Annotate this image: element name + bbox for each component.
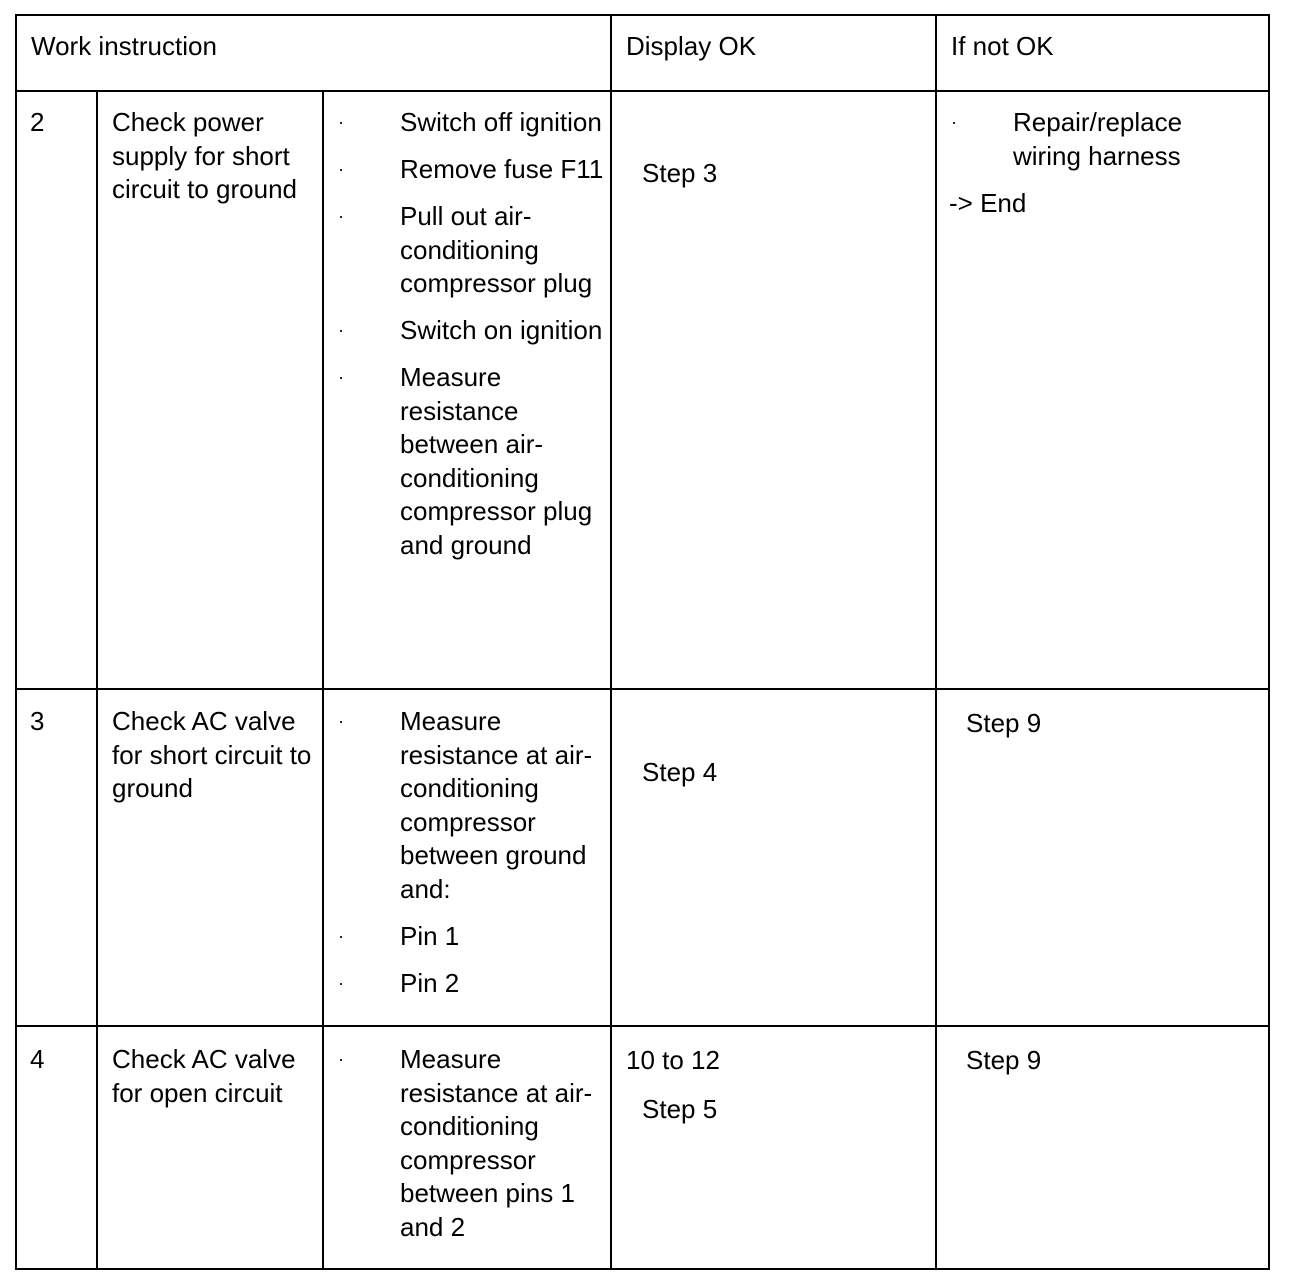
bullet-icon: ·	[951, 112, 957, 132]
step-number: 3	[30, 706, 45, 736]
bullet-icon: ·	[338, 1049, 344, 1069]
display-ok-step: Step 5	[642, 1094, 718, 1124]
table-border-top	[15, 14, 1270, 16]
column-divider-display	[610, 14, 612, 1270]
bullet-icon: ·	[338, 320, 344, 340]
table-border-right	[1268, 14, 1270, 1270]
step-number: 2	[30, 107, 45, 137]
instruction-list	[336, 705, 606, 1014]
bullet-icon: ·	[338, 925, 344, 946]
instruction-item: · Remove fuse F11	[336, 153, 606, 187]
bullet-icon: ·	[338, 206, 344, 226]
row-divider-2	[15, 1025, 1270, 1027]
table-border-left	[15, 14, 17, 1270]
bullet-icon: ·	[338, 367, 344, 387]
row-divider-1	[15, 688, 1270, 690]
bullet-icon: ·	[338, 159, 344, 179]
instruction-item: · Switch off ignition	[336, 106, 606, 140]
table-border-bottom	[15, 1268, 1270, 1270]
instruction-item: · Pull out air-conditioning compressor plug	[338, 201, 593, 298]
instruction-item: · Pin 1	[336, 920, 606, 954]
instruction-list	[336, 1043, 606, 1258]
step-title: Check AC valve for open circuit	[112, 1044, 296, 1108]
step-number: 4	[30, 1044, 45, 1074]
column-divider-instructions	[322, 90, 324, 1270]
display-ok-step: Step 3	[642, 158, 718, 188]
bullet-icon: ·	[338, 972, 344, 993]
step-title: Check AC valve for short circuit to ground	[112, 706, 312, 803]
header-if-not-ok: If not OK	[951, 31, 1054, 61]
display-ok-value: 10 to 12	[626, 1045, 720, 1075]
if-not-ok-cell	[949, 106, 1249, 234]
if-not-ok-step: Step 9	[966, 1045, 1042, 1075]
bullet-icon: ·	[338, 711, 344, 731]
bullet-icon: ·	[338, 112, 344, 132]
if-not-ok-step: Step 9	[966, 708, 1042, 738]
instruction-item: · Switch on ignition	[336, 314, 606, 348]
remedy-item: · Repair/replace wiring harness	[951, 107, 1183, 171]
instruction-item: · Measure resistance at air-conditioning compressor between pins 1 and 2	[338, 1044, 593, 1242]
instruction-item: · Measure resistance at air-conditioning compressor between ground and:	[338, 706, 593, 904]
header-display-ok: Display OK	[626, 31, 757, 61]
header-divider	[15, 90, 1270, 92]
column-divider-notok	[935, 14, 937, 1270]
display-ok-step: Step 4	[642, 757, 718, 787]
instruction-item: · Pin 2	[336, 967, 606, 1001]
instruction-list	[336, 106, 606, 576]
header-work-instruction: Work instruction	[31, 31, 217, 61]
column-divider-step	[96, 90, 98, 1270]
remedy-end: -> End	[949, 187, 1027, 218]
instruction-item: · Measure resistance between air-conditioning compressor plug and ground	[338, 362, 593, 560]
step-title: Check power supply for short circuit to ground	[112, 107, 297, 204]
